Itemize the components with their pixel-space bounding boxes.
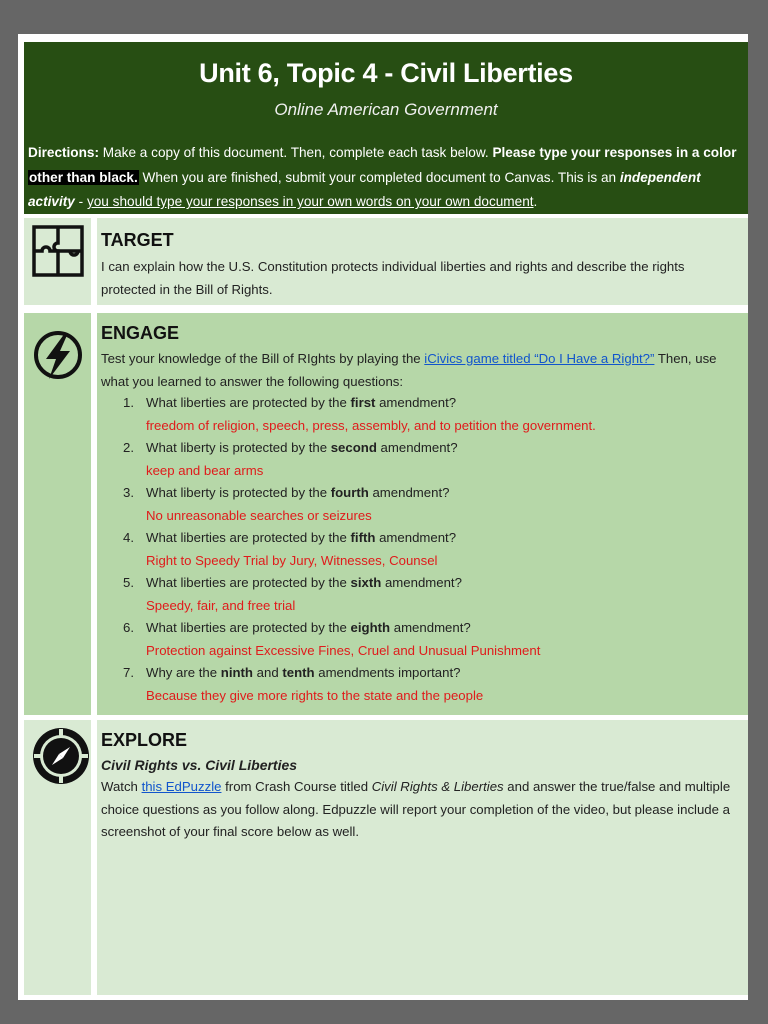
question-item bbox=[101, 392, 737, 437]
question-text-pre: What liberty is protected by the bbox=[146, 485, 331, 500]
target-text: I can explain how the U.S. Constitution protects individual liberties and rights and describe the rights protected in the Bill of Rights. bbox=[101, 259, 685, 297]
engage-section bbox=[24, 313, 748, 715]
question-text-post: amendment? bbox=[375, 395, 457, 410]
document-header bbox=[24, 42, 748, 214]
explore-subheading: Civil Rights vs. Civil Liberties bbox=[101, 757, 298, 773]
question-text-pre: What liberties are protected by the bbox=[146, 395, 351, 410]
engage-heading: ENGAGE bbox=[101, 323, 180, 343]
amendment-name: fourth bbox=[330, 485, 369, 500]
engage-intro-part-2: Then, use what you learned to answer the following questions: bbox=[101, 351, 717, 389]
explore-text-part-1: Watch bbox=[101, 779, 142, 794]
directions-underline: you should type your responses in your own words on your own document bbox=[86, 194, 534, 209]
explore-text-part-3: and answer the true/false and multiple choice questions as you follow along. Edpuzzle will report your completion of the video, but please include a screenshot of your final score below as well. bbox=[101, 779, 731, 839]
explore-text-part-2: from Crash Course titled bbox=[221, 779, 372, 794]
answer-text[interactable]: keep and bear arms bbox=[146, 462, 264, 478]
question-number: 6. bbox=[123, 620, 134, 635]
compass-icon bbox=[32, 727, 84, 779]
amendment-name: eighth bbox=[350, 620, 391, 635]
amendment-name: second bbox=[330, 440, 377, 455]
question-item bbox=[101, 527, 737, 572]
question-list bbox=[101, 392, 737, 707]
answer-text[interactable]: Because they give more rights to the state and the people bbox=[146, 687, 484, 703]
directions-text bbox=[28, 141, 744, 215]
page-subtitle: Online American Government bbox=[274, 100, 498, 119]
document-page bbox=[18, 34, 748, 1000]
question-number: 5. bbox=[123, 575, 134, 590]
directions-label: Directions: bbox=[28, 145, 100, 160]
directions-part-1: Make a copy of this document. Then, complete each task below. bbox=[99, 145, 493, 160]
target-icon-cell bbox=[24, 218, 91, 305]
amendment-name: sixth bbox=[350, 575, 382, 590]
engage-intro-part-1: Test your knowledge of the Bill of RIghts by playing the bbox=[101, 351, 425, 366]
puzzle-icon bbox=[32, 225, 84, 277]
question-number: 4. bbox=[123, 530, 134, 545]
target-heading: TARGET bbox=[101, 230, 174, 250]
question-text-post: amendment? bbox=[376, 440, 458, 455]
target-section bbox=[24, 218, 748, 305]
target-content-cell bbox=[97, 218, 748, 305]
explore-icon-cell bbox=[24, 720, 91, 995]
engage-icon-cell bbox=[24, 313, 91, 715]
question-text-pre: What liberty is protected by the bbox=[146, 440, 331, 455]
question-text-post: amendments important? bbox=[314, 665, 461, 680]
engage-intro bbox=[101, 348, 737, 393]
question-number: 3. bbox=[123, 485, 134, 500]
question-text-pre: What liberties are protected by the bbox=[146, 620, 351, 635]
question-text-post: amendment? bbox=[390, 620, 471, 635]
answer-text[interactable]: Right to Speedy Trial by Jury, Witnesses, Counsel bbox=[146, 552, 438, 568]
question-item bbox=[101, 482, 737, 527]
video-title: Civil Rights & Liberties bbox=[371, 779, 504, 794]
question-item bbox=[101, 617, 737, 662]
lightning-icon bbox=[32, 327, 84, 379]
question-text-pre: What liberties are protected by the bbox=[146, 575, 351, 590]
answer-text[interactable]: freedom of religion, speech, press, assembly, and to petition the government. bbox=[146, 417, 596, 433]
explore-text bbox=[101, 776, 737, 844]
question-item bbox=[101, 572, 737, 617]
amendment-name-2: tenth bbox=[282, 665, 315, 680]
directions-part-2: When you are finished, submit your completed document to Canvas. This is an bbox=[138, 169, 620, 185]
directions-bold: Please type your responses in a color bbox=[492, 145, 737, 160]
question-item bbox=[101, 437, 737, 482]
directions-part-3: - bbox=[74, 194, 87, 209]
directions-end: . bbox=[533, 194, 538, 209]
amendment-name: first bbox=[350, 395, 376, 410]
explore-section bbox=[24, 720, 748, 995]
answer-text[interactable]: No unreasonable searches or seizures bbox=[146, 507, 372, 523]
edpuzzle-link[interactable]: this EdPuzzle bbox=[141, 779, 222, 794]
question-text-mid: and bbox=[253, 665, 283, 680]
explore-content-cell bbox=[97, 720, 748, 995]
directions-italic: independent activity bbox=[28, 169, 701, 209]
question-number: 7. bbox=[123, 665, 134, 680]
question-text-post: amendment? bbox=[381, 575, 462, 590]
engage-content-cell bbox=[97, 313, 748, 715]
question-number: 2. bbox=[123, 440, 134, 455]
question-number: 1. bbox=[123, 395, 134, 410]
question-text-pre: Why are the bbox=[146, 665, 221, 680]
icivics-game-link[interactable]: iCivics game titled “Do I Have a Right?” bbox=[424, 351, 655, 366]
explore-heading: EXPLORE bbox=[101, 730, 188, 750]
directions-highlight: other than black. bbox=[29, 169, 138, 185]
answer-text[interactable]: Speedy, fair, and free trial bbox=[146, 597, 296, 613]
question-text-post: amendment? bbox=[368, 485, 450, 500]
page-title: Unit 6, Topic 4 - Civil Liberties bbox=[199, 58, 573, 88]
question-text-post: amendment? bbox=[375, 530, 457, 545]
amendment-name: ninth bbox=[220, 665, 253, 680]
question-text-pre: What liberties are protected by the bbox=[146, 530, 351, 545]
question-item bbox=[101, 662, 737, 707]
answer-text[interactable]: Protection against Excessive Fines, Cruel and Unusual Punishment bbox=[146, 642, 541, 658]
amendment-name: fifth bbox=[350, 530, 376, 545]
